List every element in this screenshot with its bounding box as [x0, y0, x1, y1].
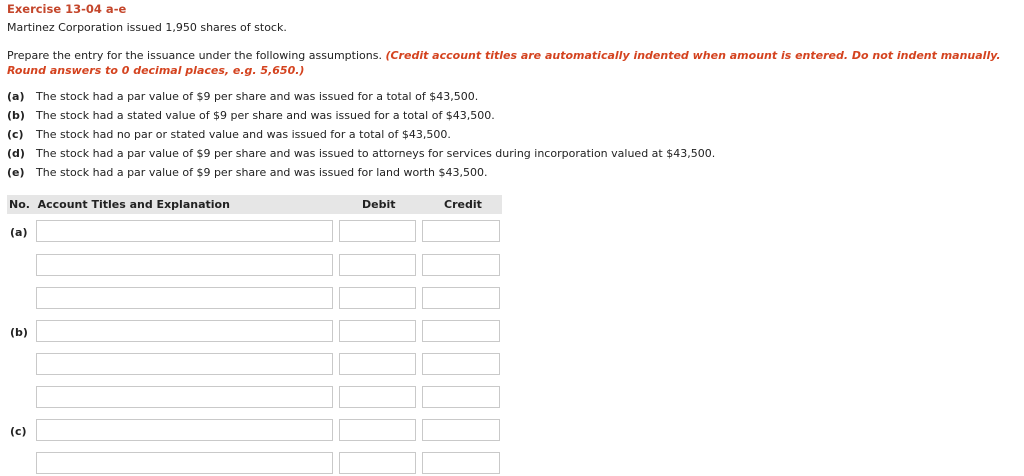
exercise-title: Exercise 13-04 a-e [7, 2, 127, 16]
credit-input[interactable] [422, 419, 500, 441]
journal-row [7, 386, 502, 410]
row-label: (a) [10, 226, 28, 239]
assumption-list [7, 89, 715, 184]
account-title-input[interactable] [36, 419, 333, 441]
journal-row [7, 452, 502, 476]
instruction-text: Prepare the entry for the issuance under the following assumptions. [7, 49, 382, 62]
assumption-letter: (c) [7, 128, 24, 141]
debit-input[interactable] [339, 320, 416, 342]
assumption-letter: (e) [7, 166, 25, 179]
debit-input[interactable] [339, 353, 416, 375]
account-title-input[interactable] [36, 287, 333, 309]
credit-input[interactable] [422, 353, 500, 375]
debit-input[interactable] [339, 254, 416, 276]
journal-row [7, 220, 502, 244]
account-titles-header: No. Account Titles and Explanation [9, 198, 230, 211]
credit-input[interactable] [422, 287, 500, 309]
debit-input[interactable] [339, 419, 416, 441]
assumption-text: The stock had a stated value of $9 per share and was issued for a total of $43,500. [36, 109, 495, 122]
assumption-letter: (d) [7, 147, 25, 160]
account-title-input[interactable] [36, 320, 333, 342]
credit-input[interactable] [422, 386, 500, 408]
account-title-input[interactable] [36, 353, 333, 375]
debit-input[interactable] [339, 452, 416, 474]
row-label: (c) [10, 425, 27, 438]
journal-row [7, 287, 502, 311]
journal-row [7, 254, 502, 278]
assumption-text: The stock had a par value of $9 per share and was issued to attorneys for services during incorporation valued at $43,500. [36, 147, 716, 160]
assumption-letter: (b) [7, 109, 25, 122]
assumption-text: The stock had no par or stated value and was issued for a total of $43,500. [36, 128, 451, 141]
assumption-text: The stock had a par value of $9 per share and was issued for land worth $43,500. [36, 166, 488, 179]
credit-header: Credit [444, 198, 482, 211]
assumption-item [7, 165, 715, 184]
row-label: (b) [10, 326, 28, 339]
assumption-item [7, 146, 715, 165]
credit-input[interactable] [422, 254, 500, 276]
exercise-intro: Martinez Corporation issued 1,950 shares of stock. [7, 21, 287, 34]
assumption-letter: (a) [7, 90, 25, 103]
credit-input[interactable] [422, 452, 500, 474]
credit-input[interactable] [422, 320, 500, 342]
assumption-item [7, 127, 715, 146]
account-title-input[interactable] [36, 452, 333, 474]
assumption-item [7, 89, 715, 108]
account-title-input[interactable] [36, 220, 333, 242]
assumption-item [7, 108, 715, 127]
instructions [7, 48, 1017, 78]
assumption-text: The stock had a par value of $9 per share and was issued for a total of $43,500. [36, 90, 479, 103]
account-title-input[interactable] [36, 386, 333, 408]
journal-row [7, 353, 502, 377]
debit-header: Debit [362, 198, 396, 211]
debit-input[interactable] [339, 220, 416, 242]
instruction-note: (Credit account titles are automatically indented when amount is entered. Do not indent manually. Round answers to 0 decimal places, e.g. 5,650.) [7, 49, 1001, 77]
account-title-input[interactable] [36, 254, 333, 276]
debit-input[interactable] [339, 386, 416, 408]
journal-row [7, 320, 502, 344]
credit-input[interactable] [422, 220, 500, 242]
journal-row [7, 419, 502, 443]
debit-input[interactable] [339, 287, 416, 309]
journal-table-header [7, 195, 502, 214]
